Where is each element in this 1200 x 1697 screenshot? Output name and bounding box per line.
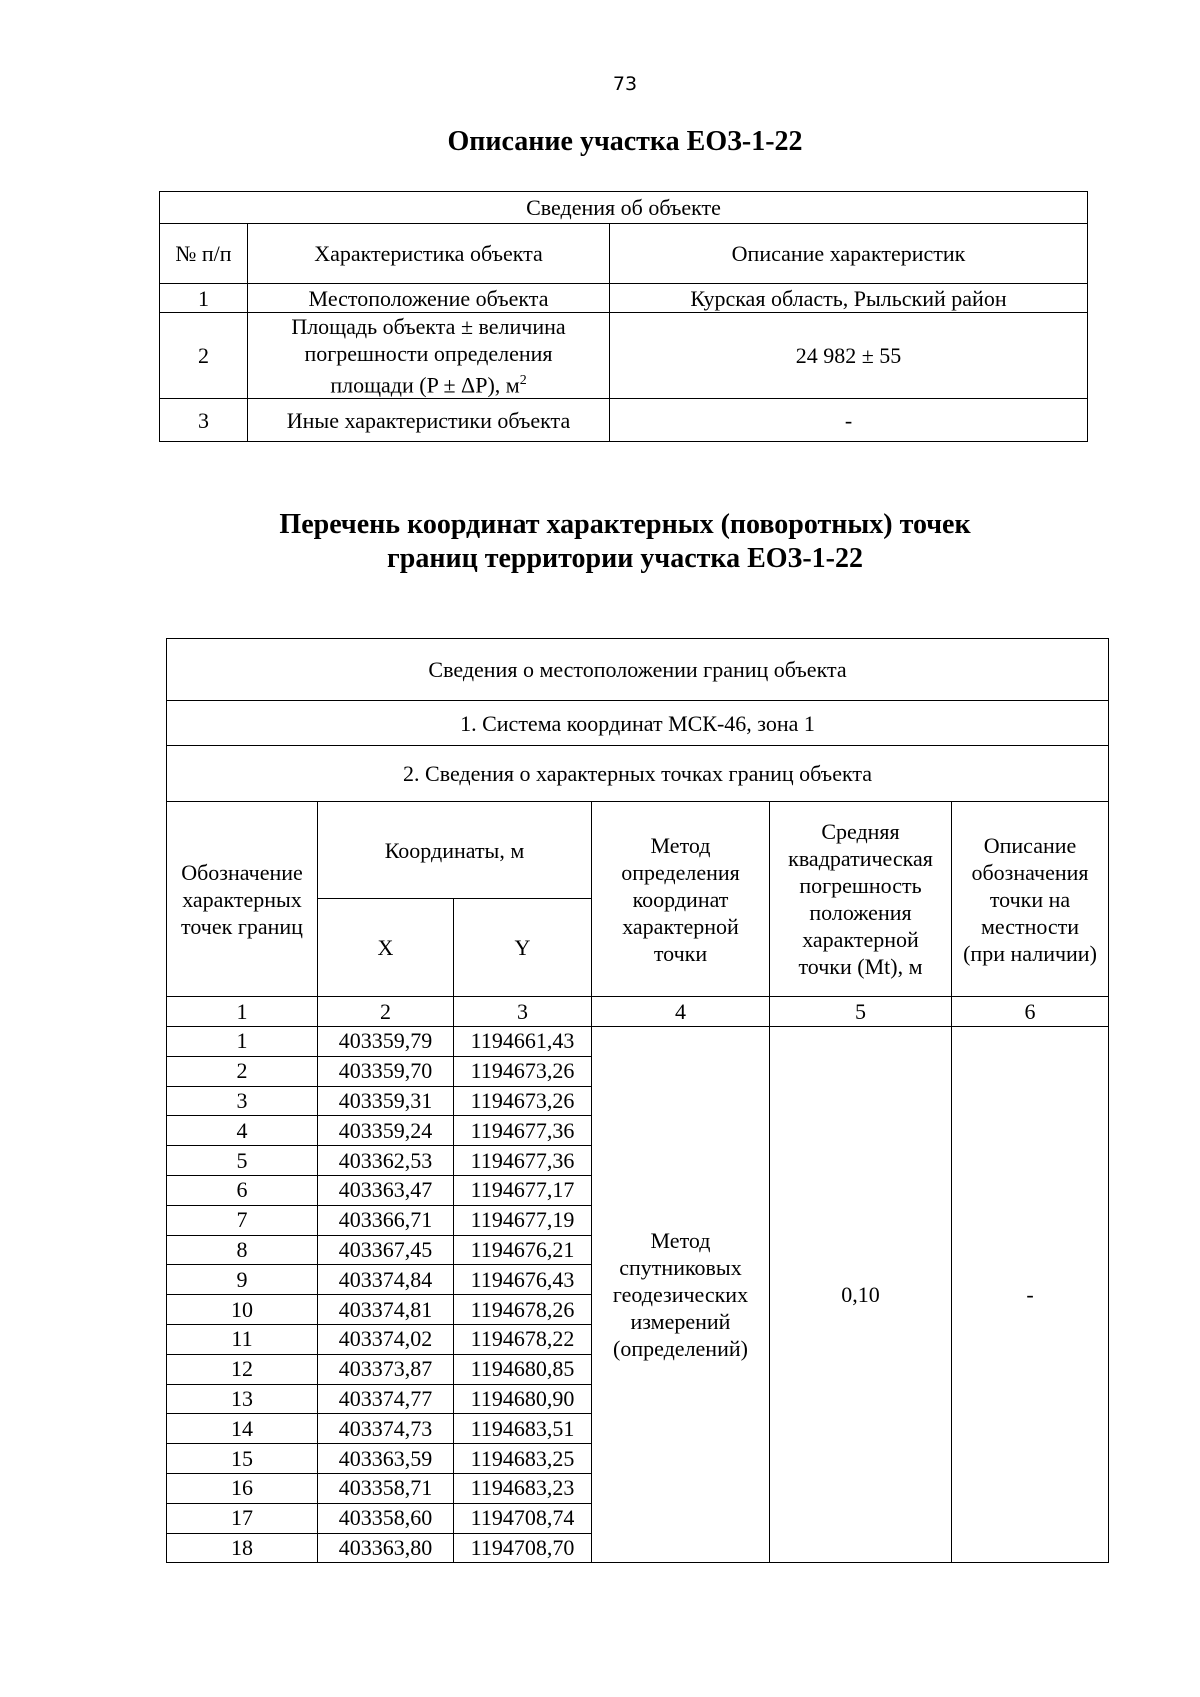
coord-system: 1. Система координат МСК-46, зона 1 <box>167 701 1109 746</box>
header-desc <box>952 802 1109 997</box>
point-x: 403366,71 <box>318 1205 454 1235</box>
point-y: 1194677,19 <box>454 1205 592 1235</box>
point-x: 403373,87 <box>318 1354 454 1384</box>
object-info-table <box>159 191 1088 442</box>
row-name-line <box>250 367 607 398</box>
point-number: 16 <box>167 1473 318 1503</box>
point-number: 15 <box>167 1444 318 1474</box>
point-number: 18 <box>167 1533 318 1563</box>
header-line: обозначения <box>971 859 1089 885</box>
header-line: Метод <box>650 832 711 858</box>
method-cell <box>592 1027 770 1563</box>
row-value: Курская область, Рыльский район <box>610 284 1088 313</box>
header-characteristic: Характеристика объекта <box>248 224 610 284</box>
point-x: 403359,24 <box>318 1116 454 1146</box>
point-number: 14 <box>167 1414 318 1444</box>
header-error <box>770 802 952 997</box>
point-number: 10 <box>167 1295 318 1325</box>
row-value: - <box>610 399 1088 442</box>
header-num: № п/п <box>160 224 248 284</box>
col-number: 3 <box>454 997 592 1027</box>
point-number: 4 <box>167 1116 318 1146</box>
point-y: 1194680,85 <box>454 1354 592 1384</box>
point-y: 1194708,74 <box>454 1503 592 1533</box>
header-line: характерной <box>802 927 919 952</box>
point-number: 11 <box>167 1324 318 1354</box>
point-y: 1194683,25 <box>454 1444 592 1474</box>
header-line: квадратическая <box>788 846 933 871</box>
page-number: 73 <box>612 73 638 95</box>
method-line: (определений) <box>613 1336 748 1362</box>
header-line: определения <box>621 859 740 885</box>
point-number: 3 <box>167 1086 318 1116</box>
header-description: Описание характеристик <box>610 224 1088 284</box>
point-y: 1194678,26 <box>454 1295 592 1325</box>
method-line: измерений <box>630 1309 731 1335</box>
header-line: местности <box>980 913 1080 939</box>
point-x: 403374,84 <box>318 1265 454 1295</box>
point-number: 1 <box>167 1027 318 1057</box>
method-line: Метод <box>650 1228 711 1254</box>
header-line: точек границ <box>181 913 303 939</box>
point-x: 403358,60 <box>318 1503 454 1533</box>
point-x: 403363,80 <box>318 1533 454 1563</box>
section2-title-line: границ территории участка ЕОЗ-1-22 <box>387 543 863 574</box>
point-y: 1194673,26 <box>454 1056 592 1086</box>
col-number: 4 <box>592 997 770 1027</box>
point-y: 1194677,17 <box>454 1175 592 1205</box>
coords-caption: Сведения о местоположении границ объекта <box>167 639 1109 701</box>
point-x: 403374,77 <box>318 1384 454 1414</box>
table-caption: Сведения об объекте <box>160 192 1088 224</box>
points-body <box>167 1027 1109 1563</box>
point-number: 6 <box>167 1175 318 1205</box>
row-num: 1 <box>160 284 248 313</box>
header-coords: Координаты, м <box>318 802 592 899</box>
header-point <box>167 802 318 997</box>
header-y: Y <box>454 899 592 997</box>
point-y: 1194677,36 <box>454 1116 592 1146</box>
row-name-superscript: 2 <box>519 373 527 388</box>
row-name-text: площади (P ± ΔP), м <box>330 372 520 398</box>
row-name-line: погрешности определения <box>304 341 553 366</box>
point-x: 403363,47 <box>318 1175 454 1205</box>
header-method <box>592 802 770 997</box>
point-y: 1194661,43 <box>454 1027 592 1057</box>
header-line: Описание <box>983 832 1077 858</box>
header-line: точки (Mt), м <box>798 954 923 979</box>
point-number: 9 <box>167 1265 318 1295</box>
header-line: координат <box>632 886 729 912</box>
header-x: X <box>318 899 454 997</box>
point-x: 403362,53 <box>318 1146 454 1176</box>
header-line: точки <box>653 940 708 966</box>
point-y: 1194680,90 <box>454 1384 592 1414</box>
point-x: 403367,45 <box>318 1235 454 1265</box>
row-num: 2 <box>160 313 248 399</box>
point-number: 7 <box>167 1205 318 1235</box>
point-number: 17 <box>167 1503 318 1533</box>
row-name: Иные характеристики объекта <box>248 399 610 442</box>
desc-cell: - <box>952 1027 1109 1563</box>
col-number: 5 <box>770 997 952 1027</box>
point-y: 1194673,26 <box>454 1086 592 1116</box>
header-line: (при наличии) <box>963 940 1097 966</box>
point-y: 1194676,43 <box>454 1265 592 1295</box>
point-number: 12 <box>167 1354 318 1384</box>
header-line: характерных <box>182 886 302 912</box>
col-number: 6 <box>952 997 1109 1027</box>
col-number: 1 <box>167 997 318 1027</box>
point-number: 8 <box>167 1235 318 1265</box>
method-line: спутниковых <box>619 1255 742 1281</box>
point-x: 403374,81 <box>318 1295 454 1325</box>
point-x: 403358,71 <box>318 1473 454 1503</box>
header-line: погрешность <box>799 873 922 898</box>
coordinates-table <box>166 638 1109 1563</box>
header-line: положения <box>809 900 912 925</box>
point-x: 403359,79 <box>318 1027 454 1057</box>
section2-title-line: Перечень координат характерных (поворотных) точек <box>279 509 971 540</box>
row-name: Местоположение объекта <box>248 284 610 313</box>
col-number: 2 <box>318 997 454 1027</box>
point-number: 13 <box>167 1384 318 1414</box>
point-y: 1194683,51 <box>454 1414 592 1444</box>
error-cell: 0,10 <box>770 1027 952 1563</box>
point-y: 1194708,70 <box>454 1533 592 1563</box>
point-x: 403374,02 <box>318 1324 454 1354</box>
point-x: 403363,59 <box>318 1444 454 1474</box>
row-value: 24 982 ± 55 <box>610 313 1088 399</box>
point-x: 403359,31 <box>318 1086 454 1116</box>
point-number: 5 <box>167 1146 318 1176</box>
header-line: Средняя <box>821 819 900 844</box>
header-line: характерной <box>622 913 739 939</box>
section2-title <box>0 508 1200 576</box>
point-x: 403359,70 <box>318 1056 454 1086</box>
points-subcaption: 2. Сведения о характерных точках границ объекта <box>167 746 1109 802</box>
point-y: 1194678,22 <box>454 1324 592 1354</box>
header-line: Обозначение <box>181 859 303 885</box>
point-x: 403374,73 <box>318 1414 454 1444</box>
row-name-line: Площадь объекта ± величина <box>291 314 566 339</box>
point-y: 1194683,23 <box>454 1473 592 1503</box>
point-y: 1194676,21 <box>454 1235 592 1265</box>
table-row <box>167 1027 1109 1057</box>
point-number: 2 <box>167 1056 318 1086</box>
header-line: точки на <box>989 886 1071 912</box>
row-name <box>248 313 610 399</box>
row-num: 3 <box>160 399 248 442</box>
point-y: 1194677,36 <box>454 1146 592 1176</box>
section1-title: Описание участка ЕОЗ-1-22 <box>447 126 803 157</box>
method-line: геодезических <box>612 1282 749 1308</box>
